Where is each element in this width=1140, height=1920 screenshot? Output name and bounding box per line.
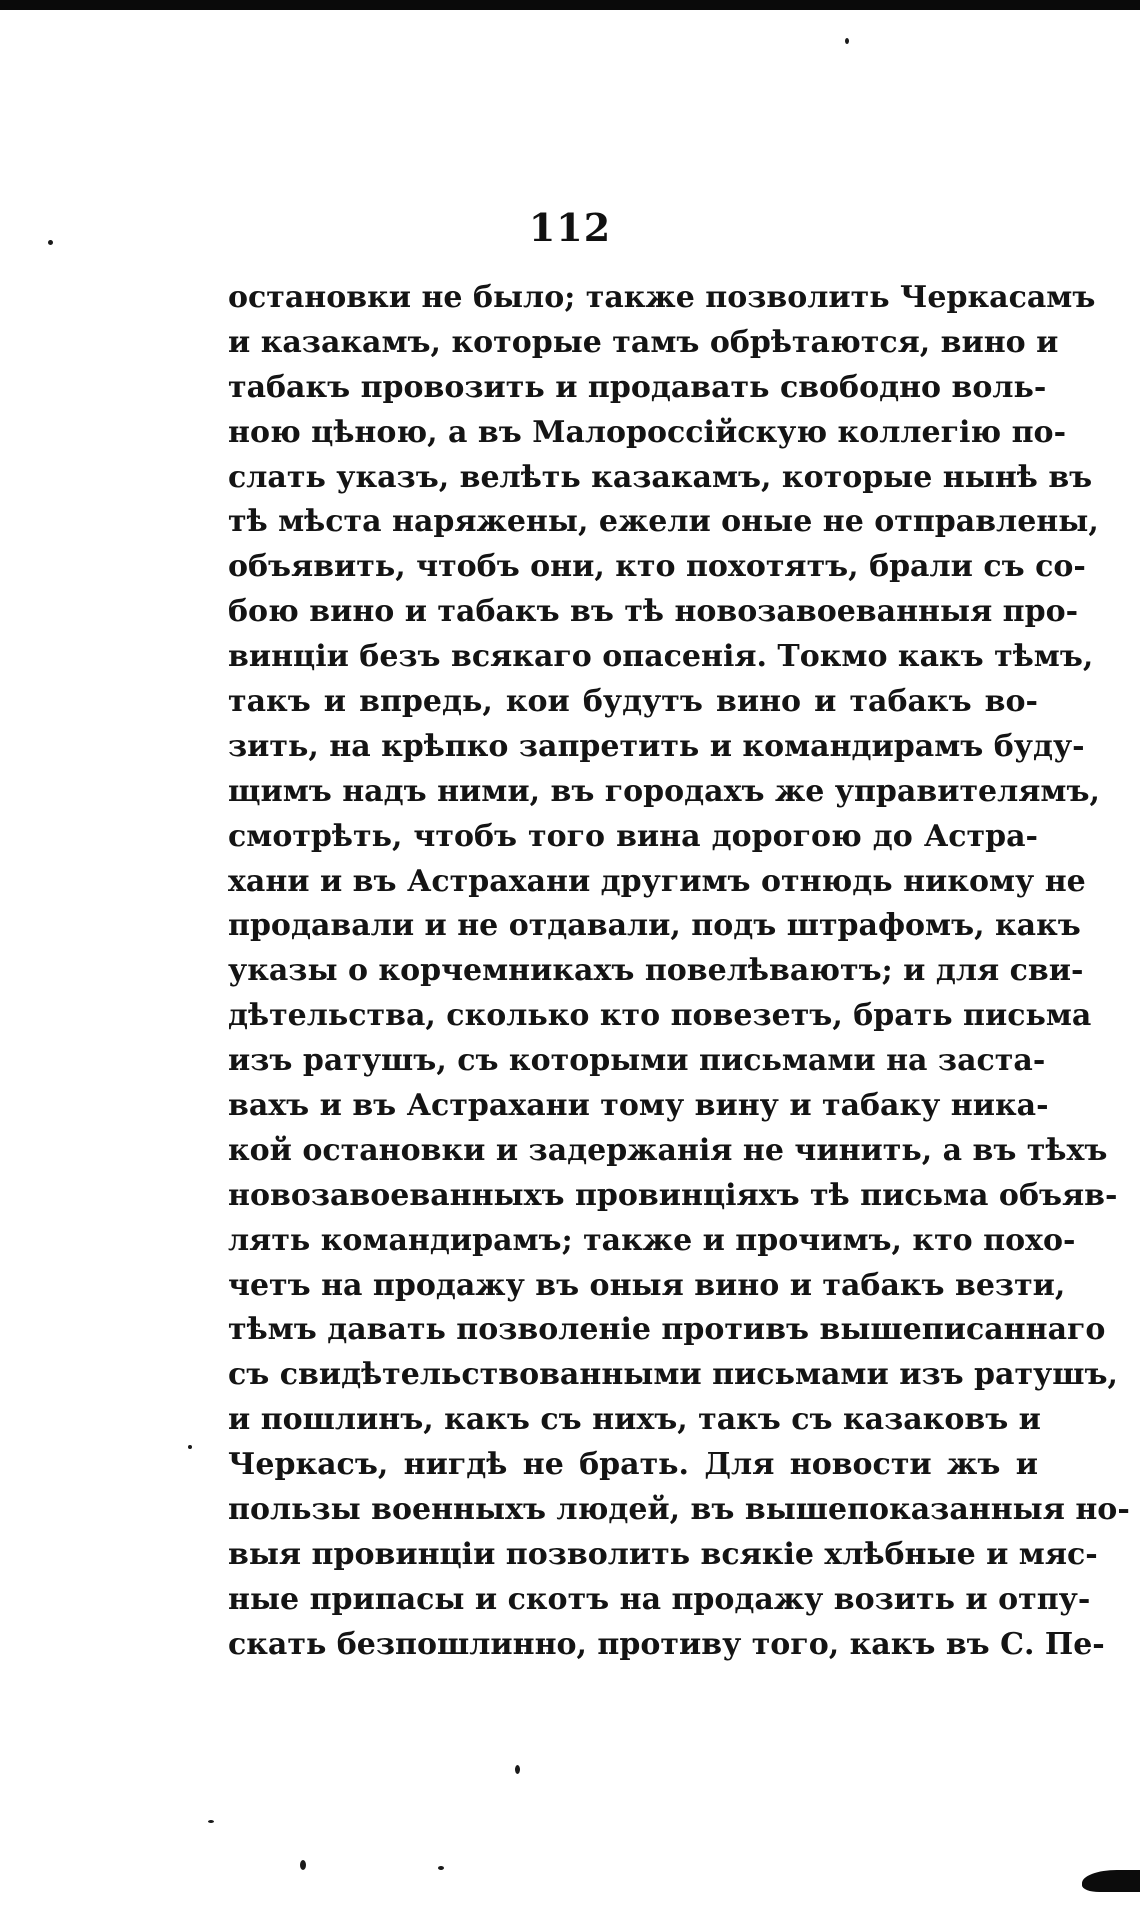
text-line: дѣтельства, сколько кто повезетъ, брать письма (228, 998, 1092, 1034)
text-line: тѣмъ давать позволеніе противъ вышеписаннаго (228, 1312, 1106, 1348)
ink-speck (48, 240, 53, 245)
ink-speck (300, 1860, 306, 1870)
text-line: продавали и не отдавали, подъ штрафомъ, какъ (228, 908, 1081, 944)
text-line: и пошлинъ, какъ съ нихъ, такъ съ казаковъ и (228, 1402, 1041, 1438)
text-line: ные припасы и скотъ на продажу возить и отпу- (228, 1581, 1091, 1617)
text-line: смотрѣть, чтобъ того вина дорогою до Астра- (228, 818, 1038, 854)
text-line: тѣ мѣста наряжены, ежели оные не отправлены, (228, 504, 1099, 540)
text-line: указы о корчемникахъ повелѣваютъ; и для сви- (228, 953, 1084, 989)
text-line: вахъ и въ Астрахани тому вину и табаку ника- (228, 1088, 1049, 1124)
text-line: съ свидѣтельствованными письмами изъ ратушъ, (228, 1357, 1118, 1393)
ink-speck (515, 1765, 520, 1774)
text-line: новозавоеванныхъ провинціяхъ тѣ письма объяв- (228, 1177, 1118, 1213)
text-line: табакъ провозить и продавать свободно воль- (228, 369, 1047, 405)
text-line: слать указъ, велѣть казакамъ, которые нынѣ въ (228, 459, 1093, 495)
text-line: скать безпошлинно, противу того, какъ въ С. Пе- (228, 1626, 1105, 1662)
text-line: остановки не было; также позволить Черкасамъ (228, 280, 1096, 315)
text-line: такъ и впредь, кои будутъ вино и табакъ во- (228, 684, 1038, 720)
page-number: 112 (528, 205, 612, 250)
text-line: винціи безъ всякаго опасенія. Токмо какъ тѣмъ, (228, 639, 1094, 675)
text-line: щимъ надъ ними, въ городахъ же управителямъ, (228, 773, 1100, 809)
top-border-rule (0, 0, 1140, 10)
text-line: бою вино и табакъ въ тѣ новозавоеванныя про- (228, 594, 1079, 630)
text-line: выя провинціи позволить всякіе хлѣбные и мяс- (228, 1536, 1098, 1572)
text-line: изъ ратушъ, съ которыми письмами на заста- (228, 1043, 1046, 1079)
text-line: и казакамъ, которые тамъ обрѣтаются, вино и (228, 324, 1059, 360)
text-line: зить, на крѣпко запретить и командирамъ буду- (228, 728, 1085, 764)
body-text (228, 276, 1130, 1668)
text-line: хани и въ Астрахани другимъ отнюдь никому не (228, 863, 1086, 899)
text-line: лять командирамъ; также и прочимъ, кто похо- (228, 1222, 1076, 1258)
ink-speck (845, 38, 849, 44)
text-line: четъ на продажу въ оныя вино и табакъ везти, (228, 1267, 1066, 1303)
text-line: объявить, чтобъ они, кто похотятъ, брали съ со- (228, 549, 1086, 585)
text-line: пользы военныхъ людей, въ вышепоказанныя но- (228, 1492, 1130, 1528)
ink-speck (188, 1445, 192, 1449)
text-line: Черкасъ, нигдѣ не брать. Для новости жъ и (228, 1447, 1038, 1483)
text-line: кой остановки и задержанія не чинить, а въ тѣхъ (228, 1132, 1108, 1168)
ink-speck (438, 1866, 444, 1870)
ink-speck (208, 1820, 214, 1823)
text-line: ною цѣною, а въ Малороссійскую коллегію по- (228, 414, 1067, 450)
page-corner-mark (1082, 1870, 1140, 1892)
